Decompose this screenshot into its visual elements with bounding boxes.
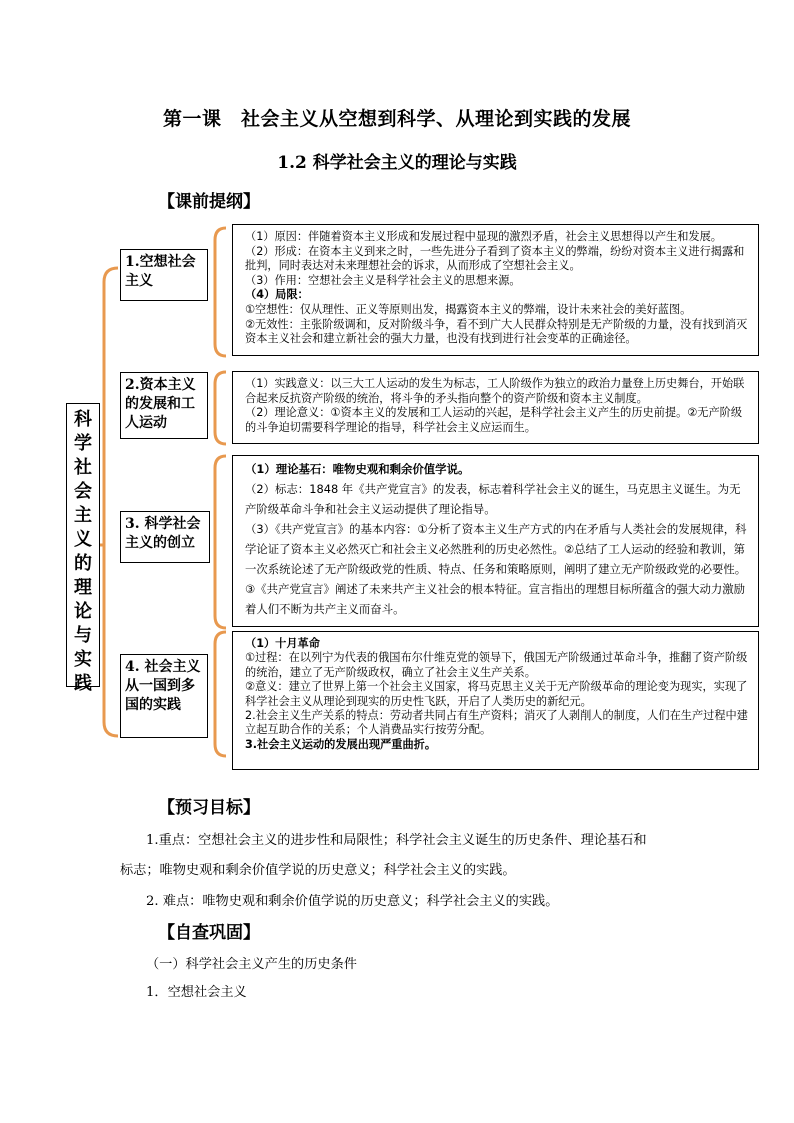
detail-box-2 <box>232 371 759 444</box>
section-outline-heading: 【课前提纲】 <box>158 192 260 212</box>
detail-line: （1）实践意义：以三大工人运动的发生为标志，工人阶级作为独立的政治力量登上历史舞台，开始联合起来反抗资产阶级的统治，将斗争的矛头指向整个的资产阶级和资本主义制度。 <box>245 377 745 405</box>
review-item-1: （一）科学社会主义产生的历史条件 <box>146 957 357 972</box>
root-bracket <box>104 268 118 736</box>
detail-line: ①空想性：仅从理性、正义等原则出发，揭露资本主义的弊端，设计未来社会的美好蓝图。 <box>245 302 692 316</box>
detail-line: （2）形成：在资本主义到来之时，一些先进分子看到了资本主义的弊端，纷纷对资本主义进行揭露和批判，同时表达对未来理想社会的诉求，从而形成了空想社会主义。 <box>245 244 745 273</box>
section-goals-heading: 【预习目标】 <box>158 798 260 818</box>
goal-difficulties: 2. 难点：唯物史观和剩余价值学说的历史意义；科学社会主义的实践。 <box>146 894 559 909</box>
node-capitalism-workers: 2.资本主义的发展和工人运动 <box>120 372 208 439</box>
node2-bracket <box>215 372 226 444</box>
node-utopian-socialism: 1.空想社会主义 <box>120 249 208 301</box>
node-founding-scientific-socialism: 3. 科学社会主义的创立 <box>120 511 210 563</box>
detail-line: 3.社会主义运动的发展出现严重曲折。 <box>245 737 437 751</box>
detail-line: 2.社会主义生产关系的特点：劳动者共同占有生产资料；消灭了人剥削人的制度，人们在生产过程中建立起互助合作的关系；个人消费品实行按劳分配。 <box>245 709 748 737</box>
detail-line: ①过程：在以列宁为代表的俄国布尔什维克党的领导下，俄国无产阶级通过革命斗争，推翻了资产阶级的统治，建立了无产阶级政权，确立了社会主义生产关系。 <box>245 651 748 679</box>
detail-line: （2）标志：1848 年《共产党宣言》的发表，标志着科学社会主义的诞生，马克思主义诞生。为无产阶级革命斗争和社会主义运动提供了理论指导。 <box>245 482 741 516</box>
detail-line: ②意义：建立了世界上第一个社会主义国家，将马克思主义关于无产阶级革命的理论变为现实，实现了科学社会主义从理论到现实的历史性飞跃，开启了人类历史的新纪元。 <box>245 680 748 708</box>
section-review-heading: 【自查巩固】 <box>158 923 260 943</box>
detail-line: （1）理论基石：唯物史观和剩余价值学说。 <box>245 462 470 476</box>
node1-bracket <box>215 228 226 356</box>
page-title: 第一课 社会主义从空想到科学、从理论到实践的发展 <box>162 108 631 130</box>
goal-key-points-cont: 标志；唯物史观和剩余价值学说的历史意义；科学社会主义的实践。 <box>120 863 516 878</box>
detail-line: （4）局限： <box>245 288 309 302</box>
detail-box-1 <box>232 224 759 356</box>
detail-line: （1）原因：伴随着资本主义形成和发展过程中显现的激烈矛盾，社会主义思想得以产生和发展。 <box>245 230 722 243</box>
detail-line: （3）《共产党宣言》的基本内容：①分析了资本主义生产方式的内在矛盾与人类社会的发展规律，科学论证了资本主义必然灭亡和社会主义必然胜利的历史必然性。②总结了工人运动的经验和教训，第一次系统论述了无产阶级政党的性质、特点、任务和策略原则，阐明了建立无产阶级政党的必要性。③《共产党宣言》阐述了未来共产主义社会的根本特征。宣言指出的理想目标所蕴含的强大动力激励着人们不断为共产主义而奋斗。 <box>245 522 747 616</box>
detail-line: （3）作用：空想社会主义是科学社会主义的思想来源。 <box>245 273 521 287</box>
detail-line: ②无效性：主张阶级调和，反对阶级斗争，看不到广大人民群众特别是无产阶级的力量，没有找到消灭资本主义社会和建立新社会的强大力量，也没有找到进行社会变革的正确途径。 <box>245 317 748 346</box>
detail-box-4 <box>232 631 759 770</box>
detail-line: （1）十月革命 <box>245 637 320 650</box>
detail-box-3 <box>232 455 759 627</box>
node3-bracket <box>215 456 226 628</box>
goal-key-points: 1.重点：空想社会主义的进步性和局限性；科学社会主义诞生的历史条件、理论基石和 <box>146 833 647 848</box>
detail-line: （2）理论意义：①资本主义的发展和工人运动的兴起，是科学社会主义产生的历史前提。②无产阶级的斗争迫切需要科学理论的指导，科学社会主义应运而生。 <box>245 406 743 434</box>
node4-bracket <box>215 632 226 756</box>
node-one-to-many-countries: 4. 社会主义从一国到多国的实践 <box>120 654 208 738</box>
mindmap-root: 科 学 社 会 主 义 的 理 论 与 实 践 <box>66 403 100 687</box>
page-subtitle: 1.2 科学社会主义的理论与实践 <box>277 153 517 173</box>
review-item-2: 1．空想社会主义 <box>146 985 247 1000</box>
